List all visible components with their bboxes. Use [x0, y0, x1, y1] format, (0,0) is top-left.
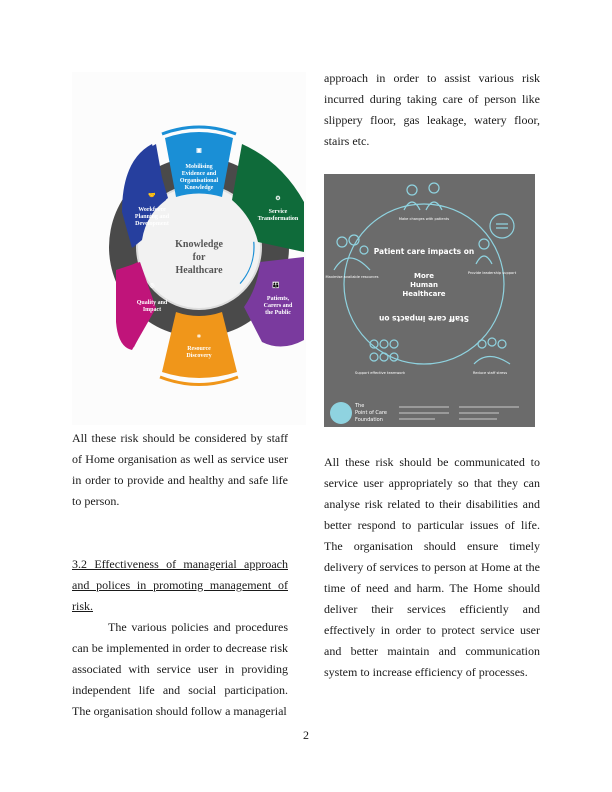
point-of-care-logo-icon: [330, 402, 352, 424]
svg-text:Foundation: Foundation: [355, 417, 383, 423]
people-holding-hands-icon: [404, 183, 442, 210]
center-text-2: Human: [410, 281, 438, 289]
svg-text:Quality and: Quality and: [136, 300, 168, 306]
section-heading-3-2: 3.2 Effectiveness of managerial approach and polices in promoting management of risk.: [72, 557, 288, 613]
family-icon: [334, 235, 370, 270]
binoculars-icon: ⌗: [197, 334, 201, 340]
svg-text:Resource: Resource: [187, 346, 211, 352]
svg-text:Discovery: Discovery: [186, 353, 212, 359]
svg-text:Maximise available resources: Maximise available resources: [325, 275, 379, 279]
svg-text:Patients,: Patients,: [266, 296, 290, 302]
target-icon: ◎: [149, 283, 155, 289]
gear-clock-icon: ⚙: [275, 196, 281, 202]
right-column-continuation: [324, 68, 540, 152]
handshake-icon: 🤝: [148, 193, 156, 199]
svg-text:Reduce staff stress: Reduce staff stress: [472, 371, 508, 375]
svg-text:Transformation: Transformation: [257, 216, 299, 222]
ring-text-top: Patient care impacts on: [373, 247, 475, 256]
svg-text:the Public: the Public: [265, 310, 291, 316]
left-column-text: [72, 428, 288, 722]
svg-text:Impact: Impact: [142, 307, 162, 313]
svg-text:Make changes with patients: Make changes with patients: [398, 217, 450, 221]
svg-text:Organisational: Organisational: [179, 178, 219, 184]
center-text-1: More: [414, 272, 434, 280]
svg-text:Planning and: Planning and: [134, 214, 170, 220]
svg-text:Knowledge: Knowledge: [184, 185, 214, 191]
wheel-title-line2: for: [192, 252, 206, 263]
presentation-icon: ▣: [196, 148, 202, 154]
wheel-title-line1: Knowledge: [175, 239, 223, 250]
svg-text:Evidence and: Evidence and: [181, 171, 217, 177]
point-of-care-figure: [324, 174, 535, 427]
wheel-graphic: [72, 72, 306, 425]
center-text-3: Healthcare: [402, 290, 446, 298]
right-column-text: [324, 452, 540, 683]
paragraph-policies: The various policies and procedures can be implemented in order to decrease risk associated with service user in providing independent life and social participation. The organisation should follow a managerial: [72, 620, 288, 718]
knowledge-for-healthcare-figure: [72, 72, 306, 425]
svg-text:Provide leadership support: Provide leadership support: [467, 271, 517, 275]
svg-text:Workforce: Workforce: [138, 207, 166, 213]
svg-text:Mobilising: Mobilising: [185, 164, 213, 170]
speech-bubble-person-icon: [476, 214, 514, 264]
paragraph-approach-continued: approach in order to assist various risk incurred during taking care of person like slippery floor, gas leakage, watery floor, stairs etc.: [324, 71, 540, 148]
ring-text-bottom: Staff care impacts on: [378, 314, 470, 323]
people-group-icon: 👪: [272, 283, 280, 289]
svg-text:The: The: [355, 403, 365, 409]
paragraph-communication: All these risk should be communicated to service user appropriately so that they can analyse risk related to their disabilities and better respond to particular issues of life. The organisation should ensure timely delivery of services to person at Home at the time of need and harm. The Home should deliver their services efficiently and effectively in order to protect service user and better maintain and communication system to increase efficiency of processes.: [324, 455, 540, 679]
paragraph-risk-consideration: All these risk should be considered by staff of Home organisation as well as service user in order to provide and healthy and safe life to person.: [72, 431, 288, 508]
wheel-title-line3: Healthcare: [175, 265, 223, 276]
svg-text:Development: Development: [135, 221, 169, 227]
svg-text:Service: Service: [268, 209, 288, 215]
svg-text:Support effective teamwork: Support effective teamwork: [354, 371, 406, 375]
more-human-healthcare-graphic: [324, 174, 535, 427]
page-number: 2: [303, 728, 309, 742]
svg-text:Point of Care: Point of Care: [355, 410, 387, 416]
svg-text:Carers and: Carers and: [263, 303, 293, 309]
